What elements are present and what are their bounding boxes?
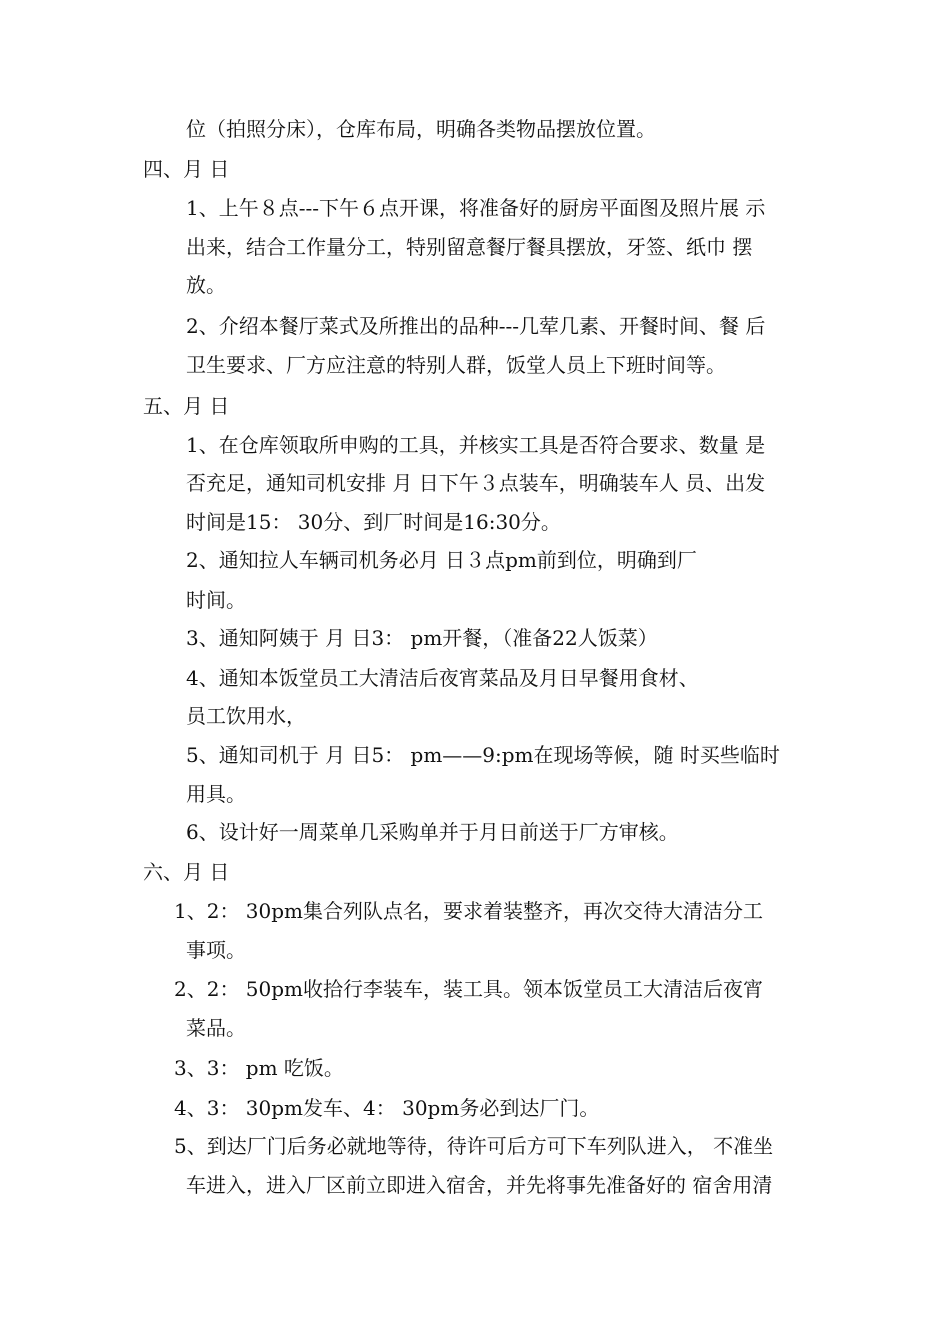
text-line: 2、介绍本餐厅菜式及所推出的品种---几荤几素、开餐时间、餐 后 (186, 314, 766, 338)
text-line: 1、2： 30pm集合列队点名，要求着装整齐，再次交待大清洁分工 (174, 899, 764, 923)
text-line: 放。 (186, 273, 226, 297)
text-line: 2、2： 50pm收拾行李装车，装工具。领本饭堂员工大清洁后夜宵 (174, 977, 764, 1001)
text-line: 位（拍照分床），仓库布局，明确各类物品摆放位置。 (186, 117, 656, 141)
text-line: 员工饮用水， (186, 704, 306, 728)
text-line: 车进入，进入厂区前立即进入宿舍，并先将事先准备好的 宿舍用清 (186, 1173, 773, 1197)
section-heading-5: 五、月 日 (143, 394, 230, 418)
text-line-body: 1、上午８点---下午６点开课，将准备好的厨房平面图及照片展 示 (186, 196, 766, 220)
text-line: 菜品。 (186, 1016, 246, 1040)
text-line: 4、通知本饭堂员工大清洁后夜宵菜品及月日早餐用食材、 (186, 666, 699, 690)
section-heading-6: 六、月 日 (143, 860, 230, 884)
text-line: 4、3： 30pm发车、4： 30pm务必到达厂门。 (174, 1096, 600, 1120)
text-line: 1、在仓库领取所申购的工具，并核实工具是否符合要求、数量 是 (186, 433, 766, 457)
text-line: 否充足，通知司机安排 月 日下午３点装车，明确装车人 员、出发 (186, 471, 766, 495)
text-line: 时间。 (186, 588, 246, 612)
text-line: 事项。 (186, 938, 246, 962)
text-line: 卫生要求、厂方应注意的特别人群，饭堂人员上下班时间等。 (186, 353, 726, 377)
text-line: 3、3： pm 吃饭。 (174, 1056, 344, 1080)
text-line (186, 196, 816, 220)
text-line: 5、到达厂门后务必就地等待，待许可后方可下车列队进入， 不准坐 (174, 1134, 774, 1158)
text-line: 用具。 (186, 782, 246, 806)
text-line: 时间是15： 30分、到厂时间是16:30分。 (186, 510, 561, 534)
text-line: 5、通知司机于 月 日5： pm——9:pm在现场等候，随 时买些临时 (186, 743, 780, 767)
text-line: 3、通知阿姨于 月 日3： pm开餐，（准备22人饭菜） (186, 626, 658, 650)
text-line: 出来，结合工作量分工，特别留意餐厅餐具摆放，牙签、纸巾 摆 (186, 235, 753, 259)
section-heading-4: 四、月 日 (143, 157, 230, 181)
text-line: 2、通知拉人车辆司机务必月 日３点pm前到位，明确到厂 (186, 548, 697, 572)
text-line: 6、设计好一周菜单几采购单并于月日前送于厂方审核。 (186, 820, 679, 844)
